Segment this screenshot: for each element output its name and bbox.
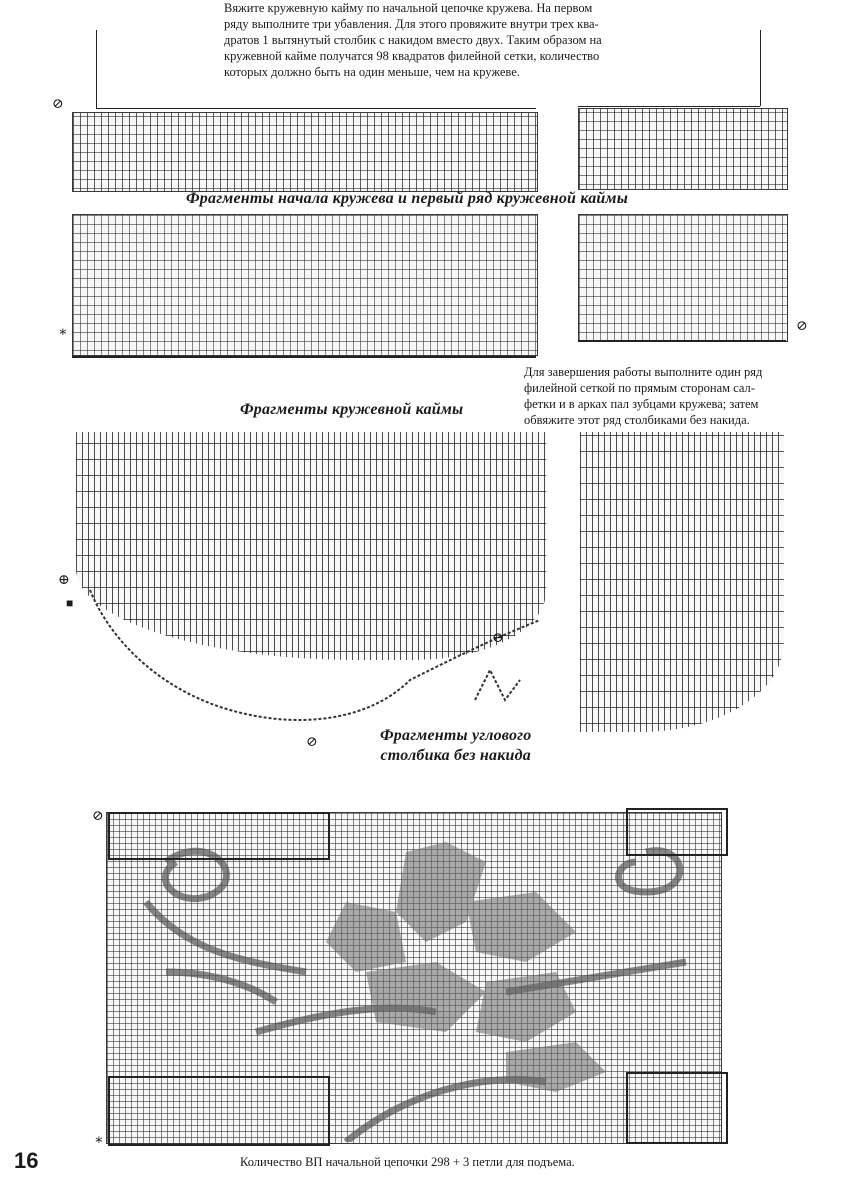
corner-scallop-edge [70, 580, 550, 750]
lace-start-chart-left [72, 112, 538, 192]
chain-line [578, 106, 760, 107]
lace-start-chart-right [578, 108, 788, 190]
intro-paragraph [224, 0, 644, 80]
lace-border-chart-left [72, 214, 538, 356]
chain-line [760, 30, 761, 106]
asterisk-marker-icon: ∗ [58, 325, 68, 340]
finishing-line: филейной сеткой по прямым сторонам сал- [524, 381, 755, 395]
chain-line [96, 30, 97, 108]
finishing-line: обвяжите этот ряд столбиками без накида. [524, 413, 750, 427]
minus-circle-marker-icon: ⊖ [492, 631, 504, 646]
caption-corner-line: Фрагменты углового [380, 727, 532, 744]
caption-lace-start: Фрагменты начала кружева и первый ряд кружевной каймы [186, 190, 628, 207]
start-marker-icon: ⊘ [796, 319, 808, 334]
lace-border-chart-right [578, 214, 788, 342]
highlight-frame [108, 1076, 330, 1146]
finishing-line: Для завершения работы выполните один ряд [524, 365, 763, 379]
intro-line: кружевной кайме получатся 98 квадратов филейной сетки, количество [224, 49, 600, 63]
start-marker-icon: ⊘ [92, 809, 104, 824]
footer-note: Количество ВП начальной цепочки 298 + 3 петли для подъема. [240, 1155, 575, 1169]
finishing-paragraph [524, 364, 824, 428]
plus-circle-marker-icon: ⊕ [58, 573, 70, 588]
start-marker-icon: ⊘ [52, 97, 64, 112]
chain-line [578, 340, 786, 342]
intro-line: ряду выполните три убавления. Для этого провяжите внутри трех ква- [224, 17, 599, 31]
highlight-frame [108, 812, 330, 860]
caption-lace-border: Фрагменты кружевной каймы [240, 401, 464, 418]
asterisk-marker-icon: ∗ [94, 1133, 104, 1148]
intro-line: Вяжите кружевную кайму по начальной цепочке кружева. На первом [224, 1, 593, 15]
highlight-frame [626, 1072, 728, 1144]
finishing-line: фетки и в арках пал зубцами кружева; затем [524, 397, 759, 411]
page-number: 16 [14, 1148, 39, 1173]
chain-line [72, 356, 536, 358]
caption-corner-line: столбика без накида [380, 747, 531, 764]
chain-line [96, 108, 536, 109]
intro-line: дратов 1 вытянутый столбик с накидом вместо двух. Таким образом на [224, 33, 602, 47]
caption-corner [380, 726, 531, 766]
intro-line: которых должно быть на один меньше, чем на кружеве. [224, 65, 520, 79]
corner-chart-right [580, 432, 784, 732]
square-marker-icon: ■ [66, 596, 74, 610]
highlight-frame [626, 808, 728, 856]
start-marker-icon: ⊘ [306, 735, 318, 750]
